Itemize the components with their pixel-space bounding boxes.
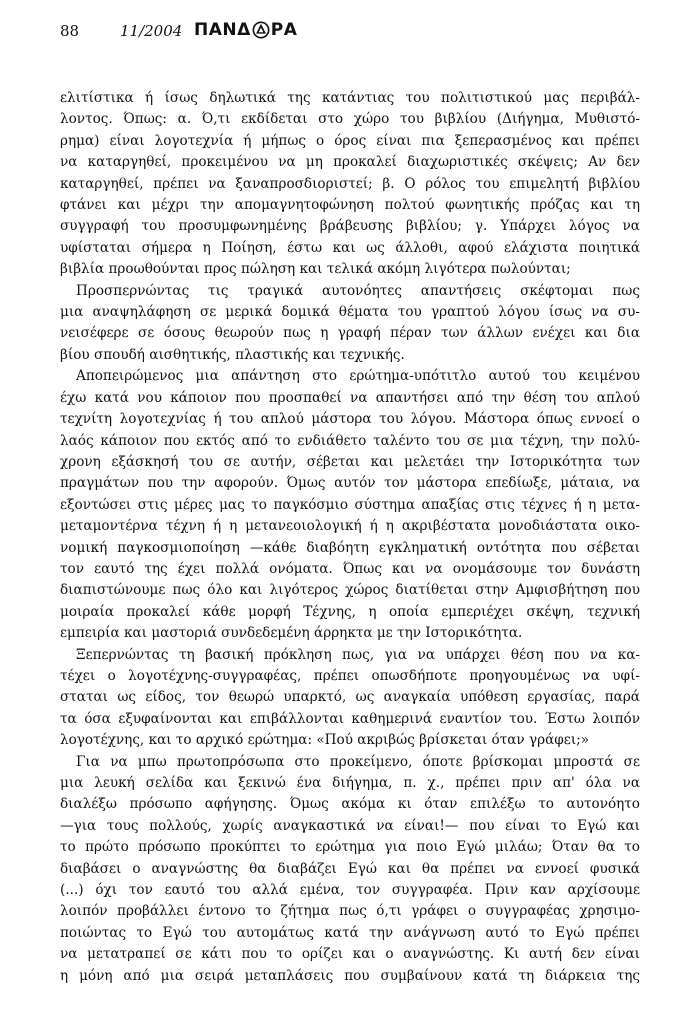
text-line: διαλέξω πρόσωπο αφήγησης. Όμως ακόμα κι όταν επιλέξω το αυτονόητο xyxy=(60,796,640,813)
text-line: βίου σπουδή αισθητικής, πλαστικής και τεχνικής. xyxy=(60,346,405,363)
text-line: ελιτίστικα ή ίσως δηλωτικά της κατάντιας του πολιτιστικού μας περιβάλ- xyxy=(60,90,640,106)
text-line: νεισέφερε σε όσους θεωρούν πως η γραφή πέραν των άλλων ενέχει και δια xyxy=(60,325,640,342)
text-line: λοιπόν προβάλλει έντονο το ζήτημα πως ό,τι γράφει ο συγγραφέας χρησιμο- xyxy=(60,903,640,920)
text-line: συγγραφή του προσυμφωνημένης βράβευσης βιβλίου; γ. Υπάρχει λόγος να xyxy=(60,218,640,235)
text-line: λαός κάποιον που εκτός από το ενδιάθετο ταλέντο του σε μια τέχνη, την πολύ- xyxy=(60,432,640,449)
text-line: πραγμάτων που την αφορούν. Όμως αυτόν τον μάστορα επεδίωξε, μάταια, να xyxy=(60,475,640,492)
text-line: τα όσα εξυφαίνονται και επιβάλλονται καθημερινά εναντίον του. Έστω λοιπόν xyxy=(60,710,640,727)
paragraph xyxy=(60,366,640,644)
paragraph xyxy=(60,752,640,987)
text-line: εμπειρία και μαστοριά συνδεδεμένη άρρηκτα με την Ιστορικότητα. xyxy=(60,625,523,642)
text-line: το πρώτο πρόσωπο προκύπτει το ερώτημα για ποιο Εγώ μιλάω; Όταν θα το xyxy=(60,839,640,856)
text-line: Αποπειρώμενος μια απάντηση στο ερώτημα-υπότιτλο αυτού του κειμένου xyxy=(76,368,640,385)
text-line: διαβάσει ο αναγνώστης θα διαβάζει Εγώ και θα πρέπει να εννοεί φυσικά xyxy=(60,860,640,877)
text-line: χρονη εξάσκησή του σε αυτήν, σέβεται και μελετάει την Ιστορικότητα των xyxy=(60,453,640,470)
text-line: μοιραία προκαλεί κάθε μορφή Τέχνης, η οποία εμπεριέχει σκέψη, τεχνική xyxy=(60,603,640,620)
text-line: εξοντώσει στις μέρες μας το παγκόσμιο σύστημα απαξίας στις τέχνες ή η μετα- xyxy=(60,496,640,513)
text-line: Προσπερνώντας τις τραγικά αυτονόητες απαντήσεις σκέφτομαι πως xyxy=(76,282,640,299)
text-line: βιβλία προωθούνται προς πώληση και τελικά ακόμη λιγότερα πωλούνται; xyxy=(60,261,571,278)
text-line: λογοτέχνης, και το αρχικό ερώτημα: «Πού ακριβώς βρίσκεται όταν γράφει;» xyxy=(60,732,590,749)
pandora-logo-icon xyxy=(252,21,270,39)
text-line: —για τους πολλούς, χωρίς αναγκαστικά να είναι!— που είναι το Εγώ και xyxy=(60,817,640,834)
text-line: τεχνίτη λογοτεχνίας ή του απλού μάστορα του λόγου. Μάστορα όπως εννοεί ο xyxy=(60,411,640,428)
journal-title-left: ΠΑΝΔ xyxy=(194,20,251,40)
text-line: σταται ως είδος, τον θεωρώ υπαρκτό, ως αναγκαία υπόθεση εργασίας, παρά xyxy=(60,689,640,706)
article-body xyxy=(60,88,640,987)
text-line: καταργηθεί, πρέπει να ξαναπροσδιοριστεί; β. Ο ρόλος του επιμελητή βιβλίου xyxy=(60,175,640,192)
text-line: τέχει ο λογοτέχνης-συγγραφέας, πρέπει οπωσδήποτε προηγουμένως να υφί- xyxy=(60,667,640,684)
text-line: έχω κατά νου κάποιον που προσπαθεί να απαντήσει από την θέση του απλού xyxy=(60,389,640,406)
text-line: ρημα) είναι λογοτεχνία ή μήπως ο όρος είναι πια ξεπερασμένος και πρέπει xyxy=(60,132,640,149)
text-line: μια λευκή σελίδα και ξεκινώ ένα διήγημα, π. χ., πρέπει πριν απ' όλα να xyxy=(60,775,640,791)
text-line: μια αναψηλάφηση σε μερικά δομικά θέματα του γραπτού λόγου ίσως να συ- xyxy=(60,304,640,321)
text-line: νομική παγκοσμιοποίηση —κάθε διαβόητη εγκληματική οντότητα που σέβεται xyxy=(60,539,640,556)
journal-title-right: ΡΑ xyxy=(270,20,298,40)
page-header xyxy=(60,22,640,46)
paragraph xyxy=(60,281,640,367)
text-line: η μόνη από μια σειρά μεταπλάσεις που συμβαίνουν κατά τη διάρκεια της xyxy=(60,967,640,984)
text-line: τον εαυτό της έχει πολλά ονόματα. Όπως και να ονομάσουμε τον δυνάστη xyxy=(60,560,640,577)
text-line: να μετατραπεί σε κάτι που το ορίζει και ο αναγνώστης. Κι αυτή δεν είναι xyxy=(60,946,640,963)
text-line: ποιώντας το Εγώ του αυτομάτως κατά την ανάγνωση αυτό το Εγώ πρέπει xyxy=(60,924,640,941)
text-line: φτάνει και μέχρι την απομαγνητοφώνηση πολτού φωνητικής πρόζας και τη xyxy=(60,197,640,214)
page-number: 88 xyxy=(60,22,80,40)
text-line: λοντος. Όπως: α. Ό,τι εκδίδεται στο χώρο του βιβλίου (Διήγημα, Μυθιστό- xyxy=(60,111,640,128)
paragraph xyxy=(60,645,640,752)
text-line: διαπιστώνουμε πως όλο και λιγότερος χώρος διατίθεται στην Αμφισβήτηση που xyxy=(60,582,640,599)
issue-label: 11/2004 xyxy=(120,22,183,40)
journal-title xyxy=(194,20,297,40)
text-line: Για να μπω πρωτοπρόσωπα στο προκείμενο, όποτε βρίσκομαι μπροστά σε xyxy=(76,753,640,770)
text-line: υφίσταται σήμερα η Ποίηση, έστω και ως άλλοθι, αφού ελάχιστα ποιητικά xyxy=(60,239,640,256)
text-line: μεταμοντέρνα τέχνη ή η μετανεοιολογική ή η ακριβέστατα μονοδιάστατα οικο- xyxy=(60,518,640,535)
paragraph xyxy=(60,88,640,281)
text-line: Ξεπερνώντας τη βασική πρόκληση πως, για να υπάρχει θέση που να κα- xyxy=(76,646,640,663)
text-line: να καταργηθεί, προκειμένου να μη προκαλεί διαχωριστικές σκέψεις; Αν δεν xyxy=(60,154,640,171)
text-line: (...) όχι τον εαυτό του αλλά εμένα, τον συγγραφέα. Πριν καν αρχίσουμε xyxy=(60,882,640,899)
